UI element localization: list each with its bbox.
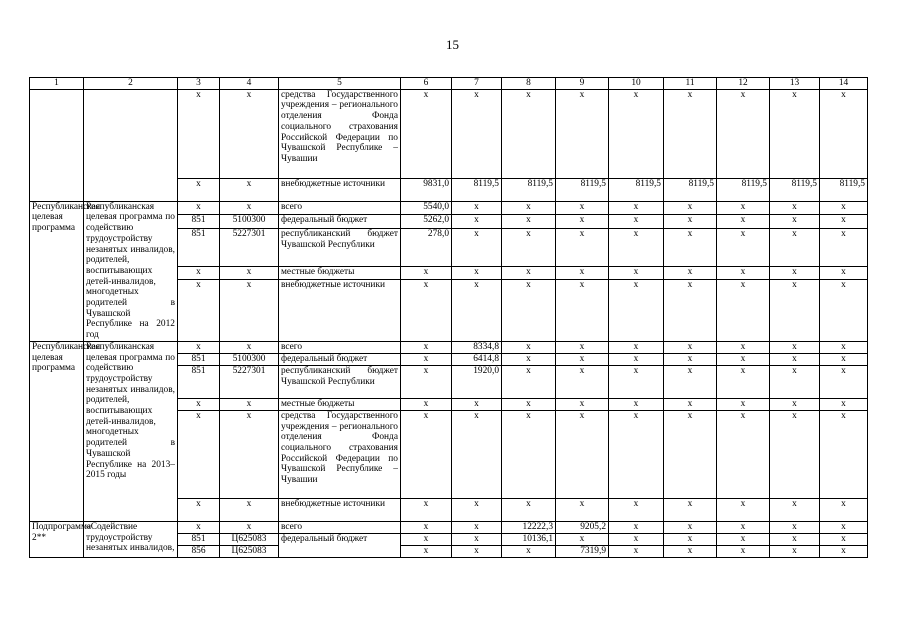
cell-value: х	[770, 521, 820, 533]
cell-code: 851	[178, 533, 220, 545]
cell-value: х	[556, 365, 609, 398]
cell-value: х	[820, 341, 868, 353]
cell-code: 851	[178, 353, 220, 365]
cell-value: х	[820, 89, 868, 178]
cell-value: 8334,8	[452, 341, 502, 353]
cell-value: х	[401, 341, 452, 353]
cell-value: х	[770, 280, 820, 342]
funding-source: внебюджетные источники	[279, 280, 401, 342]
funding-source: федеральный бюджет	[279, 353, 401, 365]
funding-source: федеральный бюджет	[279, 533, 401, 557]
cell-value: х	[609, 365, 664, 398]
cell-value: х	[717, 398, 770, 410]
cell-code: х	[220, 280, 279, 342]
cell-value: х	[717, 215, 770, 229]
cell-code: х	[178, 201, 220, 215]
cell-value: х	[452, 201, 502, 215]
cell-value: х	[664, 521, 717, 533]
cell-value: х	[664, 229, 717, 267]
cell-value: х	[502, 353, 556, 365]
cell-value: х	[820, 353, 868, 365]
cell-value: х	[717, 280, 770, 342]
column-number-7: 7	[452, 78, 502, 90]
cell-value: 10136,1	[502, 533, 556, 545]
program-type-cell: Подпрограмма 2**	[30, 521, 84, 557]
cell-code: х	[220, 341, 279, 353]
cell-value: х	[401, 266, 452, 280]
cell-code: х	[178, 398, 220, 410]
cell-value: х	[556, 353, 609, 365]
cell-value: х	[770, 353, 820, 365]
cell-value: х	[502, 498, 556, 521]
cell-value: х	[452, 498, 502, 521]
cell-value: х	[717, 410, 770, 498]
cell-code: 856	[178, 545, 220, 557]
table-row	[30, 89, 868, 178]
cell-value: х	[820, 498, 868, 521]
cell-value: х	[502, 545, 556, 557]
column-number-row	[30, 78, 868, 90]
cell-value: х	[770, 215, 820, 229]
table-row	[30, 201, 868, 215]
cell-value: х	[401, 365, 452, 398]
cell-value: х	[401, 521, 452, 533]
cell-value: х	[664, 280, 717, 342]
cell-code: х	[220, 89, 279, 178]
cell-code: х	[178, 266, 220, 280]
cell-value: х	[770, 341, 820, 353]
cell-value: х	[609, 498, 664, 521]
cell-value: х	[770, 89, 820, 178]
program-name-cell: Республиканская целевая программа по содействию трудоустройству незанятых инвалидов, родителей, воспитывающих детей-инвалидов, многодетных родителей в Чувашской Республике на 2013–2015 годы	[84, 341, 178, 521]
program-type-cell: Республиканская целевая программа	[30, 341, 84, 521]
funding-source: всего	[279, 521, 401, 533]
column-number-9: 9	[556, 78, 609, 90]
funding-source: внебюджетные источники	[279, 498, 401, 521]
cell-value: 8119,5	[770, 178, 820, 201]
cell-value: х	[717, 89, 770, 178]
cell-code: х	[220, 178, 279, 201]
cell-code: 5100300	[220, 353, 279, 365]
program-name-cell	[84, 89, 178, 201]
cell-value: 5540,0	[401, 201, 452, 215]
cell-value: х	[820, 410, 868, 498]
cell-value: х	[820, 365, 868, 398]
cell-value: х	[556, 398, 609, 410]
cell-value: х	[664, 341, 717, 353]
funding-source: внебюджетные источники	[279, 178, 401, 201]
cell-value: х	[609, 545, 664, 557]
budget-table	[29, 77, 868, 558]
cell-value: х	[556, 215, 609, 229]
cell-value: х	[717, 266, 770, 280]
cell-code: х	[178, 498, 220, 521]
cell-code: х	[178, 280, 220, 342]
column-number-10: 10	[609, 78, 664, 90]
cell-value: х	[770, 498, 820, 521]
cell-value: х	[556, 341, 609, 353]
cell-value: х	[502, 229, 556, 267]
cell-value: х	[717, 229, 770, 267]
funding-source: республиканский бюджет Чувашской Республики	[279, 229, 401, 267]
cell-value: х	[664, 89, 717, 178]
cell-value: х	[717, 521, 770, 533]
cell-value: х	[717, 201, 770, 215]
cell-value: х	[452, 266, 502, 280]
cell-value: х	[556, 89, 609, 178]
funding-source: местные бюджеты	[279, 398, 401, 410]
cell-value: х	[502, 201, 556, 215]
cell-value: х	[452, 545, 502, 557]
cell-value: х	[556, 498, 609, 521]
cell-code: х	[220, 521, 279, 533]
cell-value: х	[820, 521, 868, 533]
funding-source: федеральный бюджет	[279, 215, 401, 229]
cell-value: х	[502, 215, 556, 229]
cell-value: х	[556, 201, 609, 215]
cell-value: х	[502, 410, 556, 498]
cell-code: х	[178, 521, 220, 533]
cell-value: х	[502, 365, 556, 398]
cell-value: х	[452, 521, 502, 533]
funding-source: средства Государственного учреждения – регионального отделения Фонда социального страхования Российской Федерации по Чувашской Республике – Чувашии	[279, 410, 401, 498]
cell-value: х	[452, 533, 502, 545]
cell-value: х	[717, 365, 770, 398]
cell-value: х	[401, 280, 452, 342]
cell-value: х	[820, 533, 868, 545]
cell-value: х	[452, 215, 502, 229]
cell-code: х	[220, 398, 279, 410]
cell-value: х	[717, 545, 770, 557]
cell-value: 8119,5	[820, 178, 868, 201]
cell-code: х	[178, 410, 220, 498]
cell-value: х	[556, 533, 609, 545]
cell-value: х	[770, 266, 820, 280]
cell-value: х	[609, 341, 664, 353]
column-number-13: 13	[770, 78, 820, 90]
cell-code: 5227301	[220, 229, 279, 267]
cell-value: х	[664, 215, 717, 229]
cell-value: х	[664, 365, 717, 398]
cell-value: 5262,0	[401, 215, 452, 229]
program-name-cell: Республиканская целевая программа по содействию трудоустройству незанятых инвалидов, родителей, воспитывающих детей-инвалидов, многодетных родителей в Чувашской Республике на 2012 год	[84, 201, 178, 341]
cell-value: х	[609, 410, 664, 498]
cell-code: 5100300	[220, 215, 279, 229]
cell-code: 5227301	[220, 365, 279, 398]
funding-source: местные бюджеты	[279, 266, 401, 280]
cell-value: 9831,0	[401, 178, 452, 201]
cell-code: х	[220, 410, 279, 498]
column-number-14: 14	[820, 78, 868, 90]
cell-value: 8119,5	[452, 178, 502, 201]
cell-value: х	[770, 533, 820, 545]
cell-value: х	[820, 215, 868, 229]
cell-value: х	[609, 353, 664, 365]
cell-code: 851	[178, 365, 220, 398]
cell-code: х	[178, 89, 220, 178]
cell-value: х	[820, 398, 868, 410]
column-number-4: 4	[220, 78, 279, 90]
cell-value: х	[717, 341, 770, 353]
cell-value: 8119,5	[717, 178, 770, 201]
cell-value: х	[770, 398, 820, 410]
cell-value: х	[609, 266, 664, 280]
cell-value: х	[609, 215, 664, 229]
table-row	[30, 341, 868, 353]
cell-value: х	[502, 341, 556, 353]
cell-value: х	[820, 266, 868, 280]
cell-value: х	[401, 353, 452, 365]
cell-code: 851	[178, 229, 220, 267]
cell-value: х	[452, 410, 502, 498]
cell-value: х	[609, 229, 664, 267]
cell-value: х	[820, 280, 868, 342]
cell-value: х	[664, 353, 717, 365]
column-number-8: 8	[502, 78, 556, 90]
cell-value: х	[452, 280, 502, 342]
cell-value: 12222,3	[502, 521, 556, 533]
table-row	[30, 521, 868, 533]
cell-code: х	[220, 201, 279, 215]
program-type-cell	[30, 89, 84, 201]
cell-value: х	[717, 533, 770, 545]
column-number-2: 2	[84, 78, 178, 90]
column-number-6: 6	[401, 78, 452, 90]
column-number-12: 12	[717, 78, 770, 90]
cell-value: х	[502, 266, 556, 280]
cell-value: 1920,0	[452, 365, 502, 398]
funding-source: республиканский бюджет Чувашской Республики	[279, 365, 401, 398]
cell-value: х	[401, 89, 452, 178]
cell-value: х	[401, 398, 452, 410]
cell-code: х	[178, 341, 220, 353]
table-body	[30, 89, 868, 557]
cell-value: 9205,2	[556, 521, 609, 533]
column-number-1: 1	[30, 78, 84, 90]
cell-code: х	[220, 498, 279, 521]
cell-value: х	[609, 280, 664, 342]
cell-value: х	[609, 398, 664, 410]
cell-value: х	[820, 201, 868, 215]
cell-value: х	[717, 353, 770, 365]
cell-value: 8119,5	[664, 178, 717, 201]
cell-code: Ц625083	[220, 533, 279, 545]
cell-value: х	[664, 398, 717, 410]
column-number-5: 5	[279, 78, 401, 90]
cell-value: х	[452, 398, 502, 410]
page-number: 15	[446, 37, 459, 52]
cell-value: х	[820, 545, 868, 557]
cell-value: х	[770, 365, 820, 398]
cell-value: х	[609, 533, 664, 545]
program-type-cell: Республиканская целевая программа	[30, 201, 84, 341]
program-name-cell: «Содействие трудоустройству незанятых инвалидов,	[84, 521, 178, 557]
cell-value: х	[717, 498, 770, 521]
funding-source: всего	[279, 201, 401, 215]
cell-value: 278,0	[401, 229, 452, 267]
cell-value: х	[401, 533, 452, 545]
cell-value: х	[502, 280, 556, 342]
cell-value: 8119,5	[556, 178, 609, 201]
cell-value: х	[609, 89, 664, 178]
cell-value: х	[556, 280, 609, 342]
cell-value: х	[502, 89, 556, 178]
cell-value: х	[452, 229, 502, 267]
cell-code: 851	[178, 215, 220, 229]
cell-value: х	[664, 533, 717, 545]
cell-value: х	[401, 410, 452, 498]
cell-value: х	[664, 201, 717, 215]
cell-value: х	[401, 545, 452, 557]
cell-value: 6414,8	[452, 353, 502, 365]
funding-source: всего	[279, 341, 401, 353]
cell-value: 7319,9	[556, 545, 609, 557]
cell-code: х	[220, 266, 279, 280]
cell-value: х	[770, 201, 820, 215]
column-number-11: 11	[664, 78, 717, 90]
cell-value: х	[664, 545, 717, 557]
cell-value: х	[664, 410, 717, 498]
cell-value: х	[820, 229, 868, 267]
cell-value: х	[770, 545, 820, 557]
cell-value: х	[556, 410, 609, 498]
cell-value: х	[556, 229, 609, 267]
cell-value: х	[502, 398, 556, 410]
cell-value: х	[664, 266, 717, 280]
cell-value: х	[770, 410, 820, 498]
cell-value: х	[452, 89, 502, 178]
cell-value: х	[609, 521, 664, 533]
cell-value: х	[770, 229, 820, 267]
cell-value: 8119,5	[502, 178, 556, 201]
cell-value: х	[556, 266, 609, 280]
cell-code: Ц625083	[220, 545, 279, 557]
cell-value: х	[664, 498, 717, 521]
cell-code: х	[178, 178, 220, 201]
column-number-3: 3	[178, 78, 220, 90]
cell-value: 8119,5	[609, 178, 664, 201]
funding-source: средства Государственного учреждения – регионального отделения Фонда социального страхования Российской Федерации по Чувашской Республике – Чувашии	[279, 89, 401, 178]
cell-value: х	[401, 498, 452, 521]
cell-value: х	[609, 201, 664, 215]
